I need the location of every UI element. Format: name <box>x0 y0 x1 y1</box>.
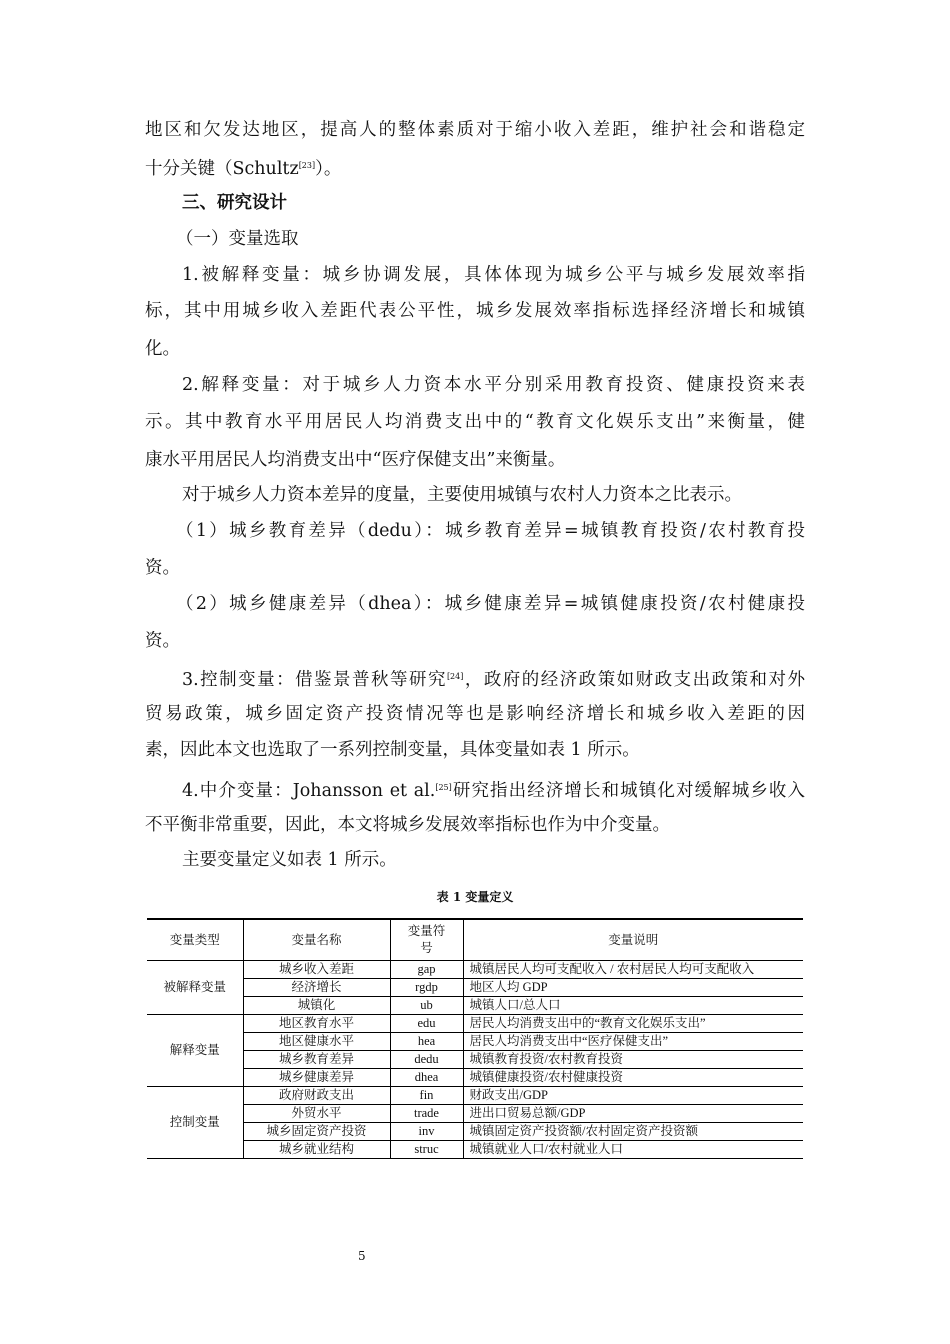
table-caption: 表 1 变量定义 <box>436 890 514 904</box>
variable-description-cell: 财政支出/GDP <box>463 1087 803 1105</box>
variable-description-cell: 城镇健康投资/农村健康投资 <box>463 1069 803 1087</box>
text-line: 对于城乡人力资本差异的度量，主要使用城镇与农村人力资本之比表示。 <box>182 485 742 505</box>
text-line: 1.被解释变量：城乡协调发展，具体体现为城乡公平与城乡发展效率指 <box>182 265 805 285</box>
text-line: 资。 <box>145 631 180 651</box>
text-line: 素，因此本文也选取了一系列控制变量，具体变量如表 1 所示。 <box>145 740 640 760</box>
text: 4.中介变量：Johansson et al. <box>182 781 436 801</box>
text-line: 地区和欠发达地区，提高人的整体素质对于缩小收入差距，维护社会和谐稳定 <box>145 120 805 140</box>
header-cell: 变量说明 <box>463 919 803 961</box>
table-row <box>147 1105 803 1123</box>
text: 研究指出经济增长和城镇化对缓解城乡收入 <box>451 781 806 801</box>
text: ）。 <box>315 159 342 179</box>
variable-type-cell: 控制变量 <box>147 1087 243 1159</box>
variable-symbol-cell: fin <box>390 1087 463 1105</box>
page-number: 5 <box>358 1249 366 1263</box>
text: ，政府的经济政策如财政支出政策和对外 <box>463 670 806 690</box>
table-row <box>147 1141 803 1159</box>
variable-description-cell: 城镇居民人均可支配收入 / 农村居民人均可支配收入 <box>463 961 803 979</box>
variable-name-cell: 经济增长 <box>243 979 390 997</box>
table-row <box>147 1051 803 1069</box>
text-line: 示。其中教育水平用居民人均消费支出中的“教育文化娱乐支出”来衡量，健 <box>145 412 805 432</box>
variable-type-cell: 被解释变量 <box>147 961 243 1015</box>
text-line <box>182 665 805 689</box>
variable-symbol-cell: dedu <box>390 1051 463 1069</box>
variable-name-cell: 城乡就业结构 <box>243 1141 390 1159</box>
variable-name-cell: 外贸水平 <box>243 1105 390 1123</box>
variable-description-cell: 城镇固定资产投资额/农村固定资产投资额 <box>463 1123 803 1141</box>
variable-description-cell: 城镇就业人口/农村就业人口 <box>463 1141 803 1159</box>
text-line: 贸易政策，城乡固定资产投资情况等也是影响经济增长和城乡收入差距的因 <box>145 704 805 724</box>
variable-name-cell: 城乡教育差异 <box>243 1051 390 1069</box>
variable-description-cell: 城镇人口/总人口 <box>463 997 803 1015</box>
text-line: 标，其中用城乡收入差距代表公平性，城乡发展效率指标选择经济增长和城镇 <box>145 301 805 321</box>
table-header-row <box>147 919 803 961</box>
text: 十分关键（Schultz <box>145 159 299 179</box>
section-heading: 三、研究设计 <box>182 193 287 213</box>
text-line: 不平衡非常重要，因此，本文将城乡发展效率指标也作为中介变量。 <box>145 815 670 835</box>
variable-description-cell: 地区人均 GDP <box>463 979 803 997</box>
variable-description-cell: 居民人均消费支出中的“教育文化娱乐支出” <box>463 1015 803 1033</box>
table-row <box>147 1123 803 1141</box>
subsection-heading: （一）变量选取 <box>176 229 299 249</box>
header-cell: 变量符号 <box>390 919 463 961</box>
variable-name-cell: 政府财政支出 <box>243 1087 390 1105</box>
variable-symbol-cell: struc <box>390 1141 463 1159</box>
table-row <box>147 997 803 1015</box>
text-line <box>145 154 805 178</box>
text-line: 化。 <box>145 339 180 359</box>
table-row <box>147 1033 803 1051</box>
variable-definition-table <box>147 918 803 1159</box>
variable-symbol-cell: trade <box>390 1105 463 1123</box>
variable-symbol-cell: inv <box>390 1123 463 1141</box>
variable-name-cell: 地区健康水平 <box>243 1033 390 1051</box>
citation: [23] <box>298 161 316 170</box>
text-line: 资。 <box>145 558 180 578</box>
variable-symbol-cell: gap <box>390 961 463 979</box>
variable-name-cell: 城乡固定资产投资 <box>243 1123 390 1141</box>
variable-name-cell: 地区教育水平 <box>243 1015 390 1033</box>
table-row <box>147 979 803 997</box>
text: 3.控制变量：借鉴景普秋等研究 <box>182 670 447 690</box>
variable-name-cell: 城乡收入差距 <box>243 961 390 979</box>
variable-name-cell: 城镇化 <box>243 997 390 1015</box>
variable-name-cell: 城乡健康差异 <box>243 1069 390 1087</box>
table-row <box>147 961 803 979</box>
table-row <box>147 1069 803 1087</box>
variable-symbol-cell: rgdp <box>390 979 463 997</box>
variable-type-cell: 解释变量 <box>147 1015 243 1087</box>
variable-symbol-cell: hea <box>390 1033 463 1051</box>
text-line: 主要变量定义如表 1 所示。 <box>182 850 397 870</box>
text-line: （1）城乡教育差异（dedu）：城乡教育差异=城镇教育投资/农村教育投 <box>176 521 805 541</box>
table-row <box>147 1087 803 1105</box>
variable-description-cell: 居民人均消费支出中“医疗保健支出” <box>463 1033 803 1051</box>
variable-symbol-cell: dhea <box>390 1069 463 1087</box>
text-line: 2.解释变量：对于城乡人力资本水平分别采用教育投资、健康投资来表 <box>182 375 805 395</box>
header-cell: 变量类型 <box>147 919 243 961</box>
variable-symbol-cell: edu <box>390 1015 463 1033</box>
text-line: （2）城乡健康差异（dhea）：城乡健康差异=城镇健康投资/农村健康投 <box>176 594 805 614</box>
citation: [25] <box>435 783 452 792</box>
citation: [24] <box>446 672 464 681</box>
header-cell: 变量名称 <box>243 919 390 961</box>
variable-description-cell: 进出口贸易总额/GDP <box>463 1105 803 1123</box>
variable-description-cell: 城镇教育投资/农村教育投资 <box>463 1051 803 1069</box>
text-line <box>182 776 805 800</box>
variable-symbol-cell: ub <box>390 997 463 1015</box>
table-row <box>147 1015 803 1033</box>
text-line: 康水平用居民人均消费支出中“医疗保健支出”来衡量。 <box>145 450 566 470</box>
